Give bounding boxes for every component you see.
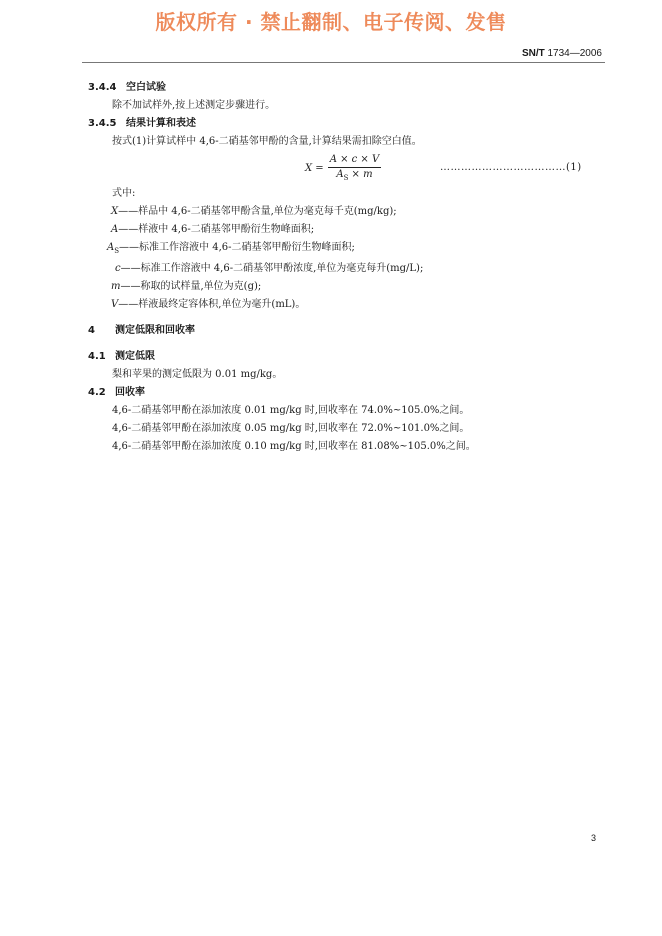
- page-number: 3: [591, 833, 597, 843]
- section-3-4-5-text: 按式(1)计算试样中 4,6-二硝基邻甲酚的含量,计算结果需扣除空白值。: [112, 136, 422, 147]
- formula-numerator: A × c × V: [328, 153, 382, 168]
- definition-item: [88, 296, 608, 314]
- definition-text: ——标准工作溶液中 4,6-二硝基邻甲酚衍生物峰面积;: [119, 242, 355, 253]
- definition-text: ——样液最终定容体积,单位为毫升(mL)。: [118, 299, 306, 310]
- recovery-line: 4,6-二硝基邻甲酚在添加浓度 0.05 mg/kg 时,回收率在 72.0%~101.0%之间。: [112, 423, 470, 434]
- definition-text: ——标准工作溶液中 4,6-二硝基邻甲酚浓度,单位为毫克每升(mg/L);: [120, 263, 424, 274]
- section-number: 4.2: [88, 387, 106, 398]
- definition-symbol: X: [111, 206, 119, 217]
- formula-denominator: $A_S \times m$: [336, 169, 373, 182]
- definition-item: [88, 260, 608, 278]
- section-4-heading: [88, 322, 608, 340]
- where-label: 式中:: [112, 188, 136, 199]
- recovery-line: 4,6-二硝基邻甲酚在添加浓度 0.01 mg/kg 时,回收率在 74.0%~105.0%之间。: [112, 405, 470, 416]
- formula-fraction: [328, 153, 382, 185]
- recovery-line: 4,6-二硝基邻甲酚在添加浓度 0.10 mg/kg 时,回收率在 81.08%~105.0%之间。: [112, 441, 476, 452]
- watermark-banner: 版权所有 · 禁止翻制、电子传阅、发售: [155, 10, 507, 34]
- standard-code-number: 1734—2006: [547, 48, 602, 59]
- section-title: 测定低限和回收率: [115, 325, 195, 336]
- definition-item: [88, 239, 608, 260]
- section-number: 4: [88, 325, 95, 336]
- section-3-4-4-text: 除不加试样外,按上述测定步骤进行。: [112, 100, 276, 111]
- standard-code: [522, 48, 602, 59]
- section-4-1-heading: [88, 348, 608, 366]
- formula-lhs: X =: [305, 163, 324, 174]
- standard-code-prefix: SN/T: [521, 48, 545, 59]
- section-number: 3.4.5: [88, 118, 117, 129]
- definition-text: ——样液中 4,6-二硝基邻甲酚衍生物峰面积;: [118, 224, 315, 235]
- definition-text: ——称取的试样量,单位为克(g);: [120, 281, 262, 292]
- definition-item: [88, 221, 608, 239]
- section-3-4-5-heading: [88, 115, 608, 133]
- definition-symbol: A: [111, 224, 119, 235]
- section-number: 3.4.4: [88, 82, 117, 93]
- header-rule: [82, 62, 605, 63]
- definition-symbol: c: [115, 263, 121, 274]
- formula-number: ………………………………(1): [440, 162, 582, 173]
- definition-text: ——样品中 4,6-二硝基邻甲酚含量,单位为毫克每千克(mg/kg);: [118, 206, 397, 217]
- section-title: 结果计算和表述: [126, 118, 196, 129]
- formula-1: [88, 151, 608, 185]
- section-title: 测定低限: [115, 351, 155, 362]
- definition-symbol: m: [111, 281, 121, 292]
- definition-item: [88, 278, 608, 296]
- section-title: 回收率: [115, 387, 145, 398]
- definition-item: [88, 203, 608, 221]
- definition-symbol: V: [111, 299, 119, 310]
- formula-expression: [305, 153, 381, 185]
- document-body: [88, 79, 608, 456]
- section-number: 4.1: [88, 351, 106, 362]
- section-title: 空白试验: [126, 82, 166, 93]
- section-3-4-4-heading: [88, 79, 608, 97]
- section-4-1-text: 梨和苹果的测定低限为 0.01 mg/kg。: [112, 369, 283, 380]
- definition-list: [88, 203, 608, 314]
- definition-symbol: $A_S$: [107, 242, 120, 255]
- section-4-2-heading: [88, 384, 608, 402]
